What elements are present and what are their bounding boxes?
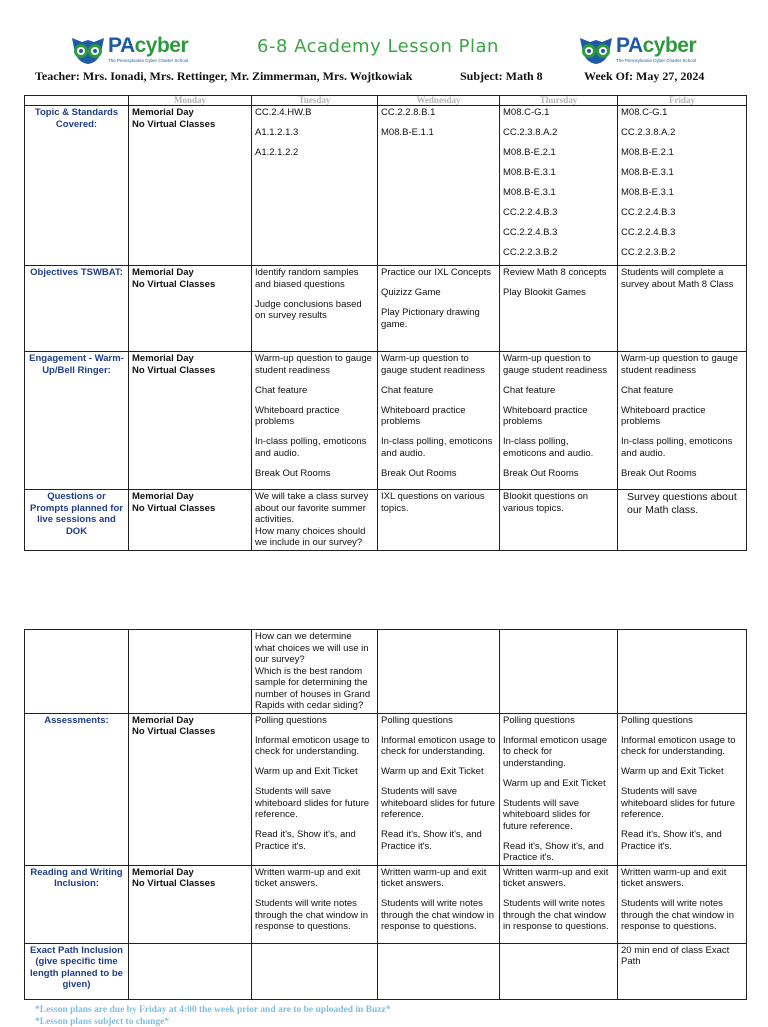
table-cell — [252, 865, 378, 943]
cell-text: In-class polling, emoticons and audio. — [503, 436, 594, 459]
corner-cell — [25, 96, 129, 106]
cell-text: Chat feature — [621, 384, 674, 396]
cell-text: Warm-up question to gauge student readiness — [621, 353, 738, 376]
table-cell — [378, 106, 500, 266]
table-cell — [618, 490, 747, 551]
cell-text: Chat feature — [255, 384, 308, 396]
owl-logo-icon — [70, 36, 106, 66]
table-cell — [618, 943, 747, 999]
logo-tagline: The Pennsylvania Cyber Charter School — [616, 58, 697, 63]
cell-text: Break Out Rooms — [503, 467, 579, 479]
table-row — [25, 352, 747, 490]
table-cell — [500, 943, 618, 999]
row-label: Topic & Standards Covered: — [25, 106, 129, 266]
table-cell — [129, 943, 252, 999]
brand-cyber: cyber — [134, 34, 189, 57]
cell-text: CC.2.2.4.B.3 — [621, 227, 676, 238]
table-cell — [500, 266, 618, 352]
cell-text: A1.1.2.1.3 — [255, 127, 299, 138]
cell-text: Informal emoticon usage to check for understanding. — [503, 734, 608, 769]
cell-text: Chat feature — [503, 384, 556, 396]
cell-text: CC.2.2.8.B.1 — [381, 107, 436, 118]
cell-text: In-class polling, emoticons and audio. — [381, 436, 493, 459]
table-cell — [500, 713, 618, 865]
cell-text: Break Out Rooms — [255, 467, 331, 479]
row-label: Questions or Prompts planned for live sessions and DOK — [25, 490, 129, 551]
table-row — [25, 630, 747, 714]
table-cell — [378, 490, 500, 551]
cell-text: Play Blookit Games — [503, 287, 586, 298]
cell-text: Memorial Day No Virtual Classes — [132, 714, 216, 737]
table-cell — [378, 352, 500, 490]
table-cell — [500, 630, 618, 714]
cell-text: Whiteboard practice problems — [255, 404, 340, 427]
day-header-row — [25, 96, 747, 106]
cell-text: M08.B-E.3.1 — [503, 167, 556, 178]
table-row — [25, 266, 747, 352]
cell-text: Warm-up question to gauge student readiness — [255, 353, 372, 376]
cell-text: CC.2.2.3.B.2 — [621, 247, 676, 258]
cell-text: Informal emoticon usage to check for understanding. — [255, 734, 370, 757]
table-cell — [252, 630, 378, 714]
cell-text: Review Math 8 concepts — [503, 267, 607, 278]
cell-text: Warm up and Exit Ticket — [503, 777, 606, 789]
table-cell — [500, 352, 618, 490]
cell-text: Written warm-up and exit ticket answers. — [503, 866, 609, 889]
day-header: Friday — [618, 96, 747, 106]
cell-text: Students will save whiteboard slides for future reference. — [503, 797, 591, 832]
cell-text: Judge conclusions based on survey results — [255, 298, 362, 321]
cell-text: M08.B-E.2.1 — [621, 147, 674, 158]
table-cell — [129, 490, 252, 551]
table-cell — [378, 630, 500, 714]
cell-text: Chat feature — [381, 384, 434, 396]
cell-text: M08.C-G.1 — [621, 107, 668, 118]
cell-text: M08.B-E.1.1 — [381, 127, 434, 138]
cell-text: Read it's, Show it's, and Practice it's. — [621, 829, 722, 852]
cell-text: CC.2.2.4.B.3 — [621, 207, 676, 218]
cell-text: CC.2.2.3.B.2 — [503, 247, 558, 258]
cell-text: Break Out Rooms — [381, 467, 457, 479]
table-cell — [252, 352, 378, 490]
cell-text: Students will complete a survey about Math 8 Class — [621, 267, 734, 290]
lesson-plan-table-2 — [24, 629, 747, 1000]
table-cell — [378, 943, 500, 999]
table-cell — [252, 490, 378, 551]
table-cell — [618, 106, 747, 266]
cell-text: Students will write notes through the chat window in response to questions. — [255, 898, 369, 932]
table-cell — [129, 865, 252, 943]
table-cell — [500, 490, 618, 551]
table-cell — [129, 106, 252, 266]
day-header: Wednesday — [378, 96, 500, 106]
table-cell — [252, 266, 378, 352]
cell-text: Students will write notes through the chat window in response to questions. — [503, 898, 609, 932]
cell-text: CC.2.3.8.A.2 — [503, 127, 558, 138]
table-cell — [378, 713, 500, 865]
row-label: Exact Path Inclusion (give specific time length planned to be given) — [25, 943, 129, 999]
table-cell — [618, 865, 747, 943]
table-cell — [129, 352, 252, 490]
cell-text: Polling questions — [503, 714, 575, 726]
cell-text: CC.2.3.8.A.2 — [621, 127, 676, 138]
cell-text: Read it's, Show it's, and Practice it's. — [503, 840, 604, 863]
cell-text: Blookit questions on various topics. — [503, 491, 589, 514]
cell-text: Students will save whiteboard slides for future reference. — [621, 786, 736, 820]
table-cell — [618, 630, 747, 714]
cell-text: CC.2.2.4.B.3 — [503, 227, 558, 238]
day-header: Thursday — [500, 96, 618, 106]
cell-text: We will take a class survey about our favorite summer activities. How many choices should we include in our survey? — [255, 491, 369, 548]
cell-text: Informal emoticon usage to check for understanding. — [381, 734, 496, 757]
table-cell — [378, 865, 500, 943]
table-row — [25, 106, 747, 266]
brand-pa: PA — [616, 34, 643, 57]
subject-line: Subject: Math 8 — [460, 69, 543, 83]
cell-text: CC.2.4.HW.B — [255, 107, 312, 118]
cell-text: Whiteboard practice problems — [381, 404, 466, 427]
cell-text: Memorial Day No Virtual Classes — [132, 866, 216, 889]
cell-text: In-class polling, emoticons and audio. — [621, 436, 733, 459]
table-row — [25, 490, 747, 551]
teacher-line: Teacher: Mrs. Ionadi, Mrs. Rettinger, Mr. Zimmerman, Mrs. Wojtkowiak — [35, 69, 413, 83]
table-cell — [129, 630, 252, 714]
cell-text: Whiteboard practice problems — [503, 404, 588, 427]
table-cell — [252, 106, 378, 266]
cell-text: How can we determine what choices we will use in our survey? Which is the best random sample for determining the number of houses in Grand Rapids with cedar siding? — [255, 631, 371, 711]
cell-text: A1.2.1.2.2 — [255, 147, 299, 158]
cell-text: Warm up and Exit Ticket — [381, 766, 484, 777]
table-row — [25, 713, 747, 865]
table-cell — [500, 106, 618, 266]
table-cell — [252, 943, 378, 999]
table-cell — [618, 713, 747, 865]
cell-text: CC.2.2.4.B.3 — [503, 207, 558, 218]
cell-text: Polling questions — [381, 714, 453, 726]
cell-text: Memorial Day No Virtual Classes — [132, 353, 216, 376]
cell-text: Practice our IXL Concepts — [381, 267, 492, 278]
table-cell — [618, 266, 747, 352]
week-line: Week Of: May 27, 2024 — [584, 69, 705, 83]
cell-text: Memorial Day No Virtual Classes — [132, 267, 216, 290]
cell-text: Polling questions — [621, 714, 693, 726]
logo-tagline: The Pennsylvania Cyber Charter School — [108, 58, 189, 63]
cell-text: In-class polling, emoticons and audio. — [255, 436, 367, 459]
row-label: Assessments: — [25, 713, 129, 865]
cell-text: Identify random samples and biased questions — [255, 267, 359, 290]
table-cell — [129, 713, 252, 865]
table-cell — [618, 352, 747, 490]
cell-text: M08.B-E.2.1 — [503, 147, 556, 158]
cell-text: Students will write notes through the chat window in response to questions. — [381, 898, 495, 932]
row-label: Objectives TSWBAT: — [25, 266, 129, 352]
brand-cyber: cyber — [642, 34, 697, 57]
cell-text: M08.B-E.3.1 — [621, 187, 674, 198]
table-row — [25, 865, 747, 943]
cell-text: Informal emoticon usage to check for understanding. — [621, 734, 736, 757]
cell-text: M08.C-G.1 — [503, 107, 550, 118]
cell-text: M08.B-E.3.1 — [621, 167, 674, 178]
cell-text: Polling questions — [255, 714, 327, 726]
cell-text: Warm up and Exit Ticket — [621, 766, 724, 777]
row-label: Reading and Writing Inclusion: — [25, 865, 129, 943]
row-label: Engagement - Warm-Up/Bell Ringer: — [25, 352, 129, 490]
cell-text: Quizizz Game — [381, 287, 441, 298]
cell-text: Memorial Day No Virtual Classes — [132, 107, 216, 130]
cell-text: IXL questions on various topics. — [381, 491, 485, 514]
brand-pa: PA — [108, 34, 135, 57]
table-cell — [500, 865, 618, 943]
table-cell — [378, 266, 500, 352]
cell-text: Play Pictionary drawing game. — [381, 307, 480, 330]
lesson-plan-table-1 — [24, 95, 747, 551]
cell-text: Students will save whiteboard slides for future reference. — [255, 786, 370, 820]
cell-text: Survey questions about our Math class. — [627, 491, 737, 516]
footer-note-due: *Lesson plans are due by Friday at 4:00 the week prior and are to be uploaded in Buzz* — [35, 1005, 391, 1015]
table-row — [25, 943, 747, 999]
cell-text: Whiteboard practice problems — [621, 404, 706, 427]
cell-text: Warm up and Exit Ticket — [255, 766, 358, 777]
cell-text: 20 min end of class Exact Path — [621, 944, 730, 967]
day-header: Monday — [129, 96, 252, 106]
cell-text: Read it's, Show it's, and Practice it's. — [381, 829, 482, 852]
day-header: Tuesday — [252, 96, 378, 106]
owl-logo-icon — [578, 36, 614, 66]
cell-text: Written warm-up and exit ticket answers. — [255, 866, 361, 889]
cell-text: Students will write notes through the chat window in response to questions. — [621, 898, 735, 932]
cell-text: M08.B-E.3.1 — [503, 187, 556, 198]
row-label — [25, 630, 129, 714]
table-cell — [252, 713, 378, 865]
cell-text: Written warm-up and exit ticket answers. — [621, 866, 727, 889]
cell-text: Students will save whiteboard slides for future reference. — [381, 786, 496, 820]
cell-text: Written warm-up and exit ticket answers. — [381, 866, 487, 889]
page-title: 6-8 Academy Lesson Plan — [257, 36, 499, 57]
footer-note-change: *Lesson plans subject to change* — [35, 1017, 170, 1027]
cell-text: Warm-up question to gauge student readiness — [503, 353, 608, 376]
cell-text: Memorial Day No Virtual Classes — [132, 491, 216, 514]
cell-text: Break Out Rooms — [621, 467, 697, 479]
table-cell — [129, 266, 252, 352]
cell-text: Warm-up question to gauge student readiness — [381, 353, 486, 376]
cell-text: Read it's, Show it's, and Practice it's. — [255, 829, 356, 852]
